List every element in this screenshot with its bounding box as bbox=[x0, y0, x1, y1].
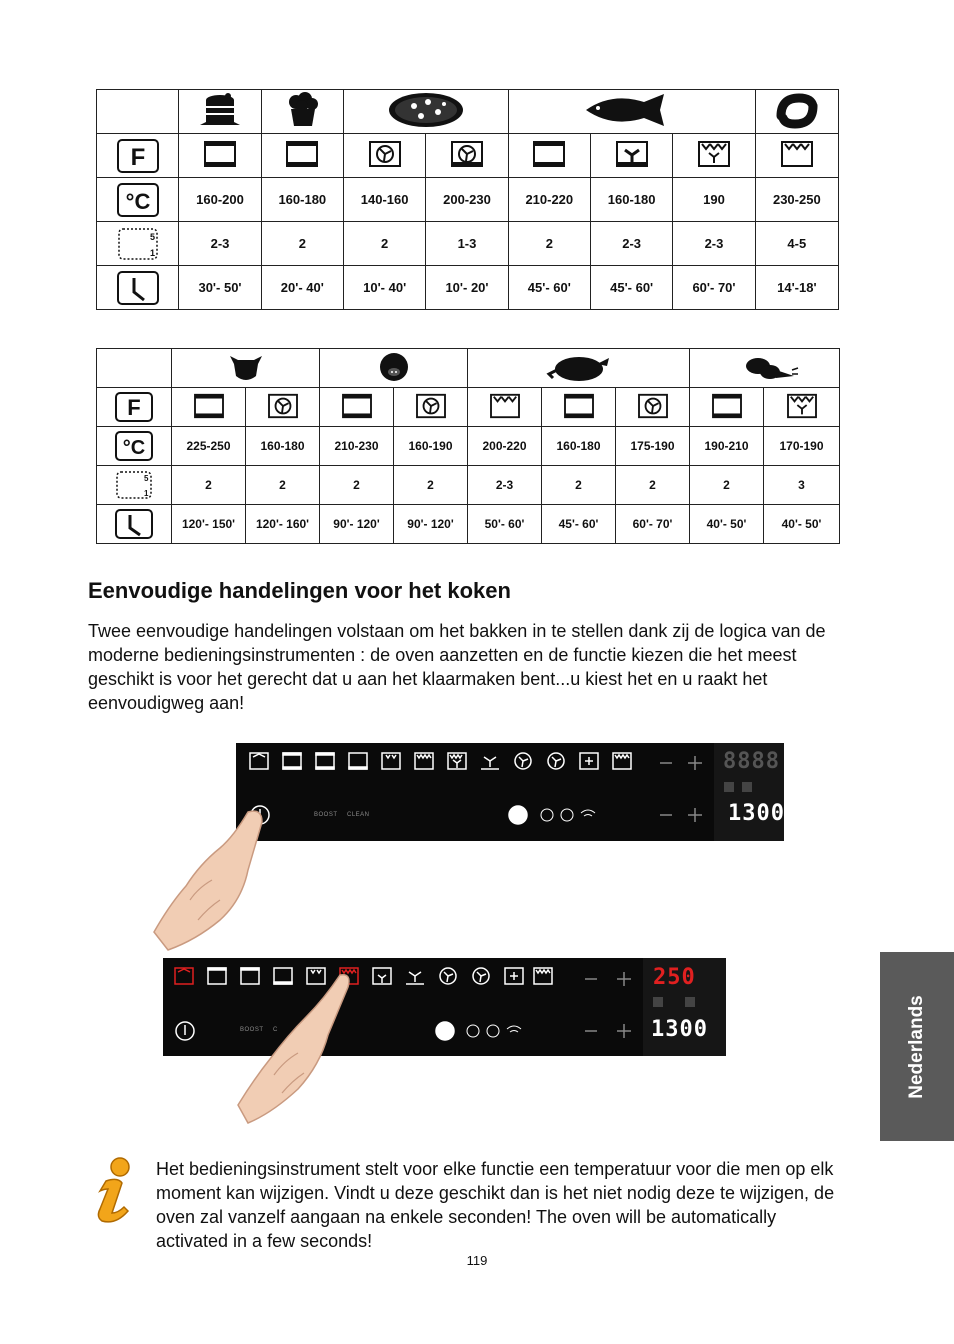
empty-corner bbox=[97, 90, 179, 134]
temp-cell: 160-190 bbox=[394, 427, 468, 466]
temp-cell: 225-250 bbox=[172, 427, 246, 466]
row-icon-celsius-text: °C bbox=[122, 437, 146, 459]
temp-cell: 210-230 bbox=[320, 427, 394, 466]
clock-icon bbox=[97, 505, 172, 544]
time-cell: 10'- 40' bbox=[343, 266, 425, 310]
temp-cell: 210-220 bbox=[508, 178, 590, 222]
function-row bbox=[97, 134, 839, 178]
time-cell: 50'- 60' bbox=[468, 505, 542, 544]
temp-cell: 160-180 bbox=[590, 178, 672, 222]
time-cell: 45'- 60' bbox=[590, 266, 672, 310]
temp-cell: 190 bbox=[673, 178, 755, 222]
row-icon-f-text: F bbox=[130, 143, 145, 171]
function-row bbox=[97, 388, 840, 427]
time-cell: 60'- 70' bbox=[616, 505, 690, 544]
level-cell: 2 bbox=[542, 466, 616, 505]
shelf-level-icon bbox=[97, 222, 179, 266]
boost-button-label[interactable]: BOOST bbox=[314, 812, 338, 818]
food-pizza-icon bbox=[343, 90, 508, 134]
food-row bbox=[97, 349, 840, 388]
temp-display: 250 bbox=[653, 965, 696, 990]
temp-cell: 190-210 bbox=[690, 427, 764, 466]
time-cell: 90'- 120' bbox=[320, 505, 394, 544]
shelf-level-icon bbox=[97, 466, 172, 505]
food-muffin-icon bbox=[261, 90, 343, 134]
oven-mode-fan-icon bbox=[246, 388, 320, 427]
temp-cell: 200-230 bbox=[426, 178, 508, 222]
control-panel-off bbox=[236, 743, 784, 841]
level-top-label: 5 bbox=[149, 231, 155, 242]
time-cell: 120'- 160' bbox=[246, 505, 320, 544]
oven-mode-top-bottom-icon bbox=[542, 388, 616, 427]
level-cell: 1-3 bbox=[426, 222, 508, 266]
pointing-hand-illustration bbox=[150, 800, 280, 960]
food-beef-icon bbox=[172, 349, 320, 388]
oven-mode-fan-icon bbox=[394, 388, 468, 427]
empty-corner bbox=[97, 349, 172, 388]
time-cell: 40'- 50' bbox=[764, 505, 840, 544]
page-number: 119 bbox=[466, 1253, 488, 1268]
oven-mode-top-bottom-icon bbox=[261, 134, 343, 178]
pointing-hand-illustration bbox=[232, 965, 362, 1130]
level-bottom-label: 1 bbox=[144, 489, 149, 498]
oven-mode-fan-bottom-icon bbox=[590, 134, 672, 178]
level-row bbox=[97, 222, 839, 266]
level-cell: 4-5 bbox=[755, 222, 838, 266]
temp-cell: 160-180 bbox=[261, 178, 343, 222]
time-cell: 14'-18' bbox=[755, 266, 838, 310]
food-row bbox=[97, 90, 839, 134]
oven-mode-top-bottom-icon bbox=[179, 134, 261, 178]
level-cell: 2-3 bbox=[673, 222, 755, 266]
time-cell: 60'- 70' bbox=[673, 266, 755, 310]
oven-mode-top-bottom-icon bbox=[172, 388, 246, 427]
level-cell: 2 bbox=[508, 222, 590, 266]
temp-cell: 160-180 bbox=[246, 427, 320, 466]
oven-mode-top-bottom-icon bbox=[690, 388, 764, 427]
level-cell: 2-3 bbox=[590, 222, 672, 266]
level-cell: 2-3 bbox=[468, 466, 542, 505]
row-icon-celsius-text: °C bbox=[125, 188, 150, 214]
time-cell: 90'- 120' bbox=[394, 505, 468, 544]
time-row bbox=[97, 266, 839, 310]
cooking-table-1 bbox=[96, 89, 839, 310]
temperature-row bbox=[97, 427, 840, 466]
temp-cell: 230-250 bbox=[755, 178, 838, 222]
temp-cell: 160-200 bbox=[179, 178, 261, 222]
level-cell: 2 bbox=[690, 466, 764, 505]
info-note: Het bedieningsinstrument stelt voor elke functie een temperatuur voor die men op elk moment kan wijzigen. Vindt u deze geschikt dan is het niet nodig deze te wijzigen, de oven zal vanzelf aangaan na enkele seconden! The oven will be automatically activated in a few seconds! bbox=[156, 1159, 835, 1251]
food-fish-icon bbox=[508, 90, 755, 134]
oven-mode-fan-icon bbox=[343, 134, 425, 178]
temp-cell: 170-190 bbox=[764, 427, 840, 466]
temp-cell: 200-220 bbox=[468, 427, 542, 466]
row-icon-f-text: F bbox=[127, 395, 141, 420]
temperature-row bbox=[97, 178, 839, 222]
time-cell: 45'- 60' bbox=[508, 266, 590, 310]
oven-mode-fan-icon bbox=[426, 134, 508, 178]
level-cell: 2-3 bbox=[179, 222, 261, 266]
temp-cell: 160-180 bbox=[542, 427, 616, 466]
language-tab bbox=[880, 952, 954, 1141]
temp-cell: 140-160 bbox=[343, 178, 425, 222]
oven-mode-top-bottom-icon bbox=[320, 388, 394, 427]
level-cell: 2 bbox=[261, 222, 343, 266]
food-vegetables-icon bbox=[690, 349, 840, 388]
oven-mode-top-bottom-icon bbox=[508, 134, 590, 178]
level-cell: 2 bbox=[246, 466, 320, 505]
food-cake-icon bbox=[179, 90, 261, 134]
time-row bbox=[97, 505, 840, 544]
oven-mode-grill-fan-icon bbox=[764, 388, 840, 427]
function-f-icon bbox=[97, 134, 179, 178]
food-pork-icon bbox=[320, 349, 468, 388]
time-cell: 30'- 50' bbox=[179, 266, 261, 310]
time-display: 1300 bbox=[651, 1017, 708, 1042]
oven-mode-fan-icon bbox=[616, 388, 690, 427]
panel1-function-icons bbox=[236, 743, 784, 841]
language-tab-label: Nederlands bbox=[906, 995, 927, 1099]
intro-paragraph: Twee eenvoudige handelingen volstaan om het bakken in te stellen dank zij de logica van de moderne bedieningsinstrumenten : de oven aanzetten en de functie kiezen die het meest geschikt is voor het gerecht dat u aan het klaarmaken bent...u kiest het en u raakt het eenvoudigweg aan! bbox=[88, 621, 826, 713]
cooking-table-2 bbox=[96, 348, 840, 544]
info-icon bbox=[88, 1155, 144, 1225]
thermometer-celsius-icon bbox=[97, 178, 179, 222]
level-cell: 2 bbox=[172, 466, 246, 505]
time-cell: 10'- 20' bbox=[426, 266, 508, 310]
clean-button-label[interactable]: C bbox=[273, 1027, 278, 1033]
level-top-label: 5 bbox=[144, 474, 149, 483]
function-f-icon bbox=[97, 388, 172, 427]
oven-mode-grill-icon bbox=[468, 388, 542, 427]
level-cell: 3 bbox=[764, 466, 840, 505]
temp-cell: 175-190 bbox=[616, 427, 690, 466]
level-cell: 2 bbox=[343, 222, 425, 266]
time-cell: 120'- 150' bbox=[172, 505, 246, 544]
time-cell: 45'- 60' bbox=[542, 505, 616, 544]
level-cell: 2 bbox=[616, 466, 690, 505]
oven-mode-grill-icon bbox=[755, 134, 838, 178]
section-heading: Eenvoudige handelingen voor het koken bbox=[88, 578, 511, 603]
level-row bbox=[97, 466, 840, 505]
level-cell: 2 bbox=[320, 466, 394, 505]
level-cell: 2 bbox=[394, 466, 468, 505]
food-sausage-icon bbox=[755, 90, 838, 134]
boost-button-label[interactable]: BOOST bbox=[240, 1027, 264, 1033]
level-bottom-label: 1 bbox=[149, 247, 155, 258]
oven-mode-grill-fan-icon bbox=[673, 134, 755, 178]
food-poultry-icon bbox=[468, 349, 690, 388]
time-cell: 40'- 50' bbox=[690, 505, 764, 544]
clock-icon bbox=[97, 266, 179, 310]
temp-display: 8888 bbox=[723, 749, 780, 774]
thermometer-celsius-icon bbox=[97, 427, 172, 466]
time-display: 1300 bbox=[728, 801, 785, 826]
clean-button-label[interactable]: CLEAN bbox=[347, 812, 370, 818]
time-cell: 20'- 40' bbox=[261, 266, 343, 310]
